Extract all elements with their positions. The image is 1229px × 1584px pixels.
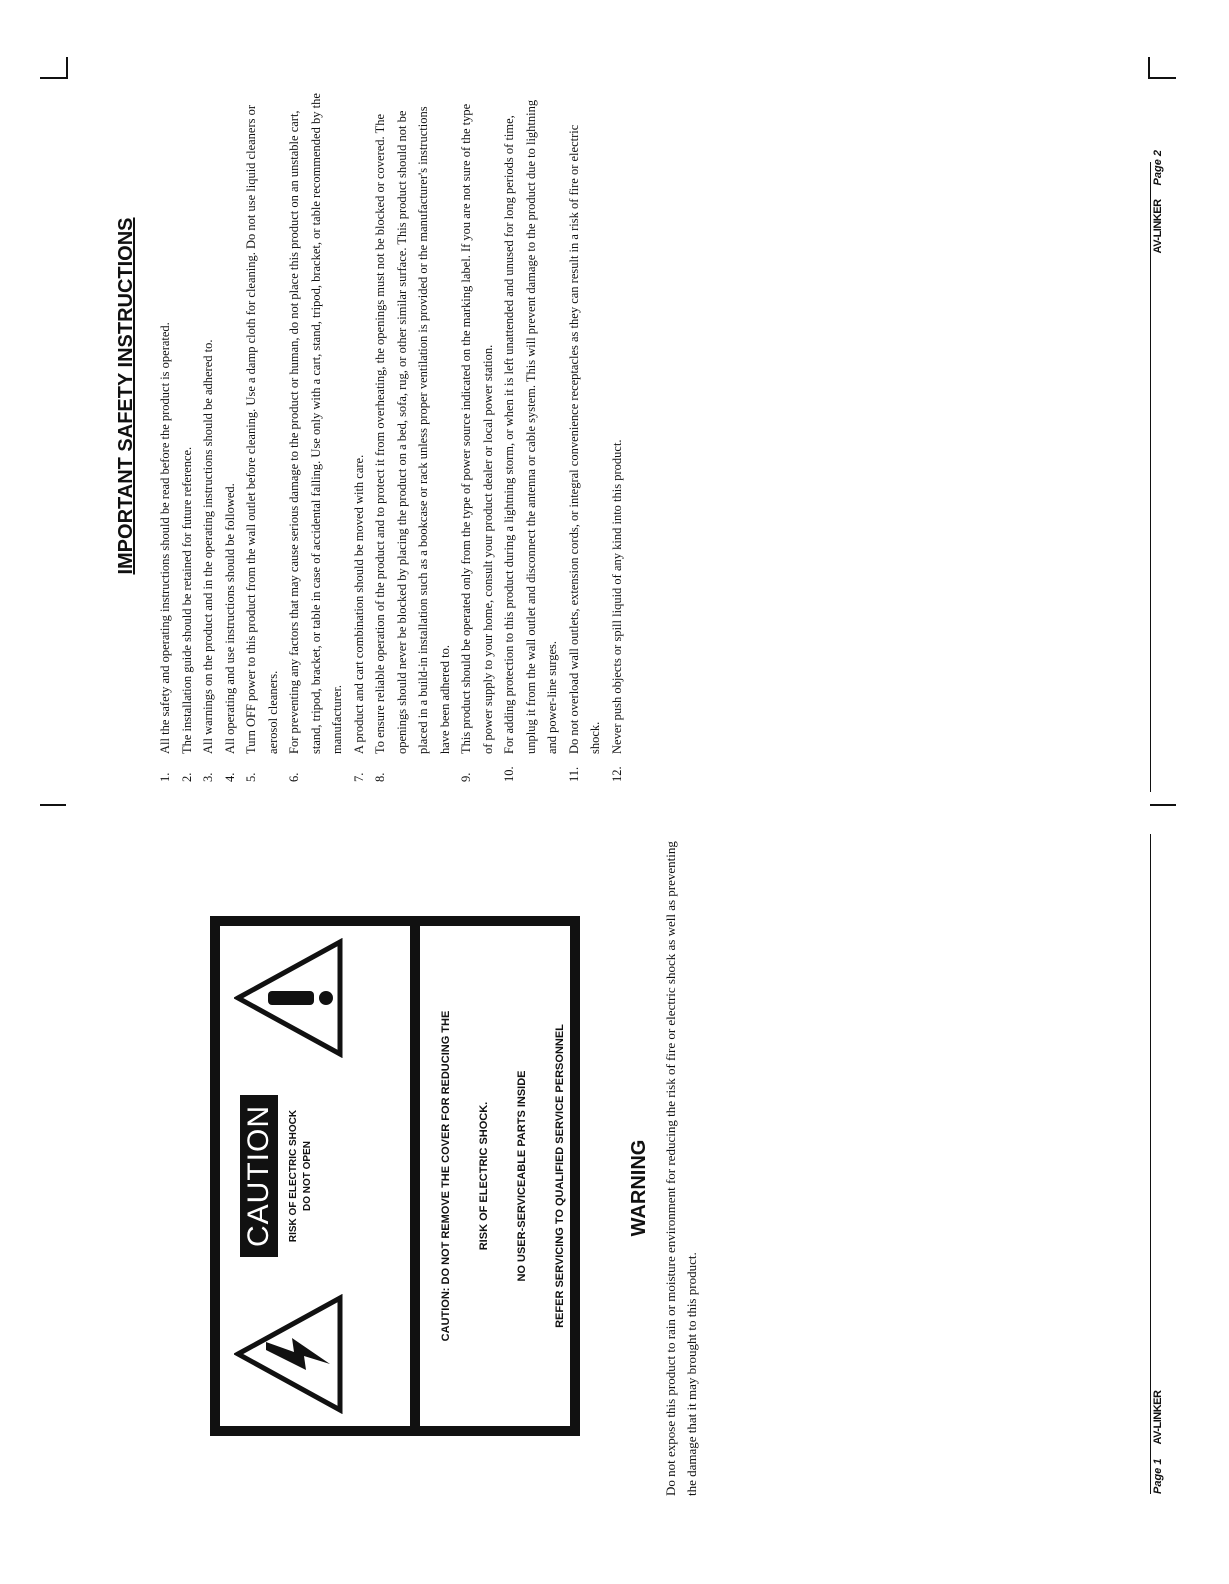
- instructions-title: IMPORTANT SAFETY INSTRUCTIONS: [115, 217, 137, 575]
- caution-header: [220, 926, 420, 1426]
- item-text: For adding protection to this product during a lightning storm, or when it is left unattended and unused for long periods of time, unplug it from the wall outlet and disconnect the antenna or cable system. This will prevent damage to the product due to lightning and power-line surges.: [502, 99, 559, 754]
- item-number: 3.: [201, 772, 215, 782]
- list-item: [607, 92, 629, 782]
- item-number: 12.: [609, 766, 624, 782]
- warning-title: WARNING: [628, 1139, 650, 1237]
- list-item: [349, 92, 371, 782]
- crop-mark: [1148, 77, 1176, 79]
- item-text: Never push objects or spill liquid of any kind into this product.: [609, 439, 624, 754]
- caution-label: CAUTION: [240, 1095, 278, 1257]
- item-text: The installation guide should be retained for future reference.: [179, 446, 194, 754]
- item-number: 4.: [222, 772, 237, 782]
- item-number: 6.: [287, 772, 301, 782]
- item-text: Do not overload wall outlets, extension cords, or integral convenience receptacles as they can result in a risk of fire or electric shock.: [566, 124, 602, 754]
- item-text: For preventing any factors that may cause serious damage to the product or human, do not place this product on an unstable cart, stand, tripod, bracket, or table in case of accidental falling. Use only with a cart, stand, tripod, bracket, or table recommended by the manufacturer.: [287, 93, 344, 754]
- item-number: 2.: [179, 772, 194, 782]
- list-item: [241, 92, 284, 782]
- footer-rule: [1150, 834, 1151, 1494]
- page-number: Page 2: [1152, 150, 1164, 186]
- caution-box: [210, 916, 580, 1436]
- item-text: All operating and use instructions should be followed.: [222, 483, 237, 754]
- crop-mark: [40, 77, 68, 79]
- list-item: [177, 92, 199, 782]
- item-text: A product and cart combination should be moved with care.: [351, 454, 366, 754]
- list-item: [564, 92, 607, 782]
- caution-line: RISK OF ELECTRIC SHOCK.: [478, 1101, 490, 1251]
- item-number: 8.: [373, 772, 387, 782]
- list-item: [370, 92, 456, 782]
- brand-name: AV-LINKER: [1152, 199, 1164, 254]
- page-number: Page 1: [1152, 1458, 1164, 1494]
- list-item: [220, 92, 242, 782]
- exclamation-warning-icon: [234, 938, 344, 1058]
- crop-mark: [1148, 57, 1150, 79]
- list-item: [456, 92, 499, 782]
- instructions-list: [155, 92, 628, 782]
- item-number: 5.: [244, 772, 258, 782]
- do-not-open-text: DO NOT OPEN: [302, 1141, 313, 1212]
- list-item: [499, 92, 564, 782]
- warning-body: Do not expose this product to rain or moisture environment for reducing the risk of fire or electric shock as well as preventing the damage that it may brought to this product.: [663, 841, 699, 1496]
- item-number: 11.: [566, 766, 581, 782]
- right-footer: [1152, 150, 1164, 253]
- item-text: To ensure reliable operation of the product and to protect it from overheating, the openings must not be blocked or covered. The openings should never be blocked by placing the product on a bed, sofa, rug, or other similar surface. This product should not be placed in a build-in installation such as a bookcase or rack unless proper ventilation is provided or the manufacturer's instructions have been adhered to.: [373, 106, 452, 754]
- crop-mark: [66, 57, 68, 79]
- brand-name: AV-LINKER: [1152, 1390, 1164, 1445]
- fold-mark: [1150, 804, 1176, 806]
- page-1: [0, 792, 1229, 1584]
- item-text: Turn OFF power to this product from the wall outlet before cleaning. Use a damp cloth for cleaning. Do not use liquid cleaners or aerosol cleaners.: [244, 104, 280, 754]
- item-text: All the safety and operating instructions should be read before the product is operated.: [158, 322, 172, 754]
- item-number: 1.: [158, 772, 172, 782]
- caution-message: [440, 926, 592, 1426]
- list-item: [198, 92, 220, 782]
- risk-of-shock-text: RISK OF ELECTRIC SHOCK: [288, 1109, 299, 1243]
- footer-rule: [1150, 162, 1151, 792]
- item-number: 7.: [351, 772, 366, 782]
- left-footer: [1152, 1391, 1164, 1494]
- caution-line: NO USER-SERVICEABLE PARTS INSIDE: [516, 1070, 528, 1282]
- fold-mark: [40, 804, 66, 806]
- item-number: 9.: [459, 772, 473, 782]
- item-text: All warnings on the product and in the operating instructions should be adhered to.: [201, 339, 215, 754]
- list-item: [155, 92, 177, 782]
- list-item: [284, 92, 349, 782]
- caution-line: REFER SERVICING TO QUALIFIED SERVICE PERSONNEL: [554, 1024, 566, 1328]
- item-number: 10.: [502, 766, 516, 782]
- caution-line: CAUTION: DO NOT REMOVE THE COVER FOR REDUCING THE: [440, 1010, 452, 1342]
- item-text: This product should be operated only from the type of power source indicated on the marking label. If you are not sure of the type of power supply to your home, consult your product dealer or local power station.: [459, 103, 495, 754]
